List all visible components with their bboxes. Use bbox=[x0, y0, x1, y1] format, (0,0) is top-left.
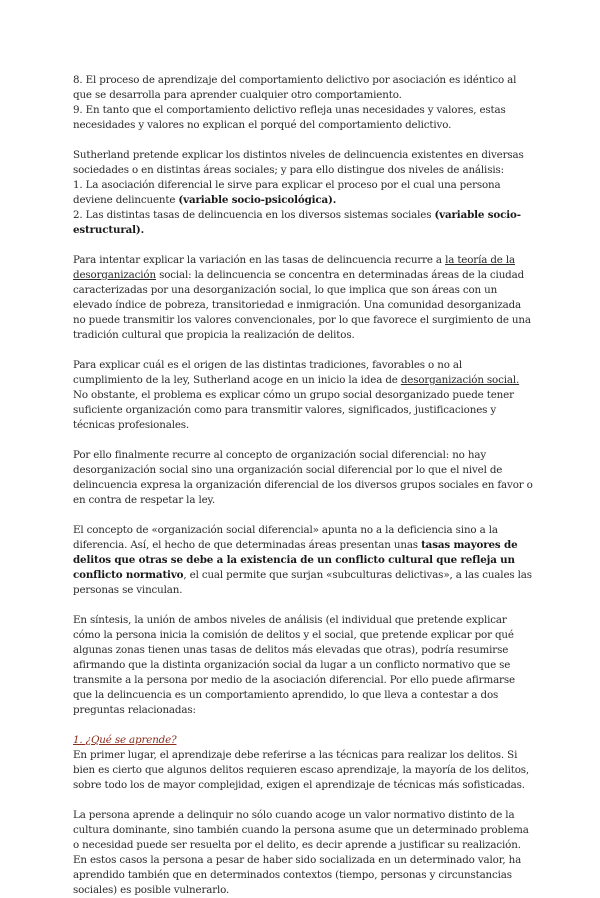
p5-text-c: , el cual permite que surjan «subculturas delictivas», a las cuales las personas se vinculan. bbox=[73, 569, 532, 596]
list-item-1-text: 1. La asociación diferencial le sirve para explicar el proceso por el cual una persona deviene delincuente bbox=[73, 179, 501, 206]
p3-text-b: No obstante, el problema es explicar cómo un grupo social desorganizado puede tener suficiente organización como para transmitir valores, significados, justificaciones y técnicas profesionales. bbox=[73, 389, 514, 431]
paragraph-persona-aprende: La persona aprende a delinquir no sólo cuando acoge un valor normativo distinto de la cultura dominante, sino también cuando la persona asume que un determinado problema o necesidad puede ser resuelta por el delito, es decir aprende a justificar su realización. En estos casos la persona a pesar de haber sido socializada en un determinado valor, ha aprendido también que en determinados contextos (tiempo, personas y circunstancias sociales) es posible vulnerarlo. bbox=[73, 809, 529, 896]
document-page bbox=[73, 73, 533, 898]
list-item-8: 8. El proceso de aprendizaje del comportamiento delictivo por asociación es idéntico al que se desarrolla para aprender cualquier otro comportamiento. bbox=[73, 74, 517, 101]
p2-text-a: Para intentar explicar la variación en las tasas de delincuencia recurre a bbox=[73, 254, 446, 266]
paragraph-concepto bbox=[73, 523, 533, 598]
paragraph-sintesis: En síntesis, la unión de ambos niveles de análisis (el individual que pretende explicar cómo la persona inicia la comisión de delitos y el social, que pretende explicar por qué algunas zonas tienen unas tasas de delitos más elevadas que otras), podría resumirse afirmando que la distinta organización social da lugar a un conflicto normativo que se transmite a la persona por medio de la asociación diferencial. Por ello puede afirmarse que la delincuencia es un comportamiento aprendido, lo que lleva a contestar a dos preguntas relacionadas: bbox=[73, 614, 515, 716]
list-item-2-bold: (variable socio-estructural). bbox=[73, 209, 521, 236]
p5-bold: tasas mayores de delitos que otras se debe a la existencia de un conflicto cultural que refleja un conflicto normativo bbox=[73, 539, 518, 581]
paragraph-origen-tradiciones bbox=[73, 358, 533, 433]
list-item-2 bbox=[73, 208, 533, 238]
p3-text-a: Para explicar cuál es el origen de las distintas tradiciones, favorables o no al cumplimiento de la ley, Sutherland acoge en un inicio la idea de bbox=[73, 359, 463, 386]
list-item-2-text: 2. Las distintas tasas de delincuencia en los diversos sistemas sociales bbox=[73, 209, 435, 221]
paragraph-desorganizacion bbox=[73, 253, 533, 343]
list-item-9: 9. En tanto que el comportamiento delictivo refleja unas necesidades y valores, estas necesidades y valores no explican el porqué del comportamiento delictivo. bbox=[73, 104, 506, 131]
paragraph-organizacion-diferencial: Por ello finalmente recurre al concepto de organización social diferencial: no hay desorganización social sino una organización social diferencial por lo que el nivel de delincuencia expresa la organización diferencial de los diversos grupos sociales en favor o en contra de respetar la ley. bbox=[73, 449, 533, 506]
list-item-1 bbox=[73, 178, 533, 208]
paragraph-sutherland-intro: Sutherland pretende explicar los distintos niveles de delincuencia existentes en diversas sociedades o en distintas áreas sociales; y para ello distingue dos niveles de análisis: bbox=[73, 149, 524, 176]
p3-underlined: desorganización social. bbox=[400, 374, 520, 386]
p2-text-b: social: la delincuencia se concentra en determinadas áreas de la ciudad caracterizadas por una desorganización social, lo que implica que son áreas con un elevado índice de pobreza, transitoriedad e inmigración. Una comunidad desorganizada no puede transmitir los valores convencionales, por lo que favorece el surgimiento de una tradición cultural que propicia la realización de delitos. bbox=[73, 269, 531, 341]
paragraph-primer-lugar: En primer lugar, el aprendizaje debe referirse a las técnicas para realizar los delitos. Si bien es cierto que algunos delitos requieren escaso aprendizaje, la mayoría de los delitos, sobre todo los de mayor complejidad, exigen el aprendizaje de técnicas más sofisticadas. bbox=[73, 749, 530, 791]
p2-underlined: la teoría de la desorganización bbox=[73, 254, 515, 281]
section-heading-que-se-aprende: 1. ¿Qué se aprende? bbox=[73, 734, 177, 746]
p5-text-a: El concepto de «organización social diferencial» apunta no a la deficiencia sino a la diferencia. Así, el hecho de que determinadas áreas presentan unas bbox=[73, 524, 498, 551]
list-item-1-bold: (variable socio-psicológica). bbox=[178, 194, 337, 206]
